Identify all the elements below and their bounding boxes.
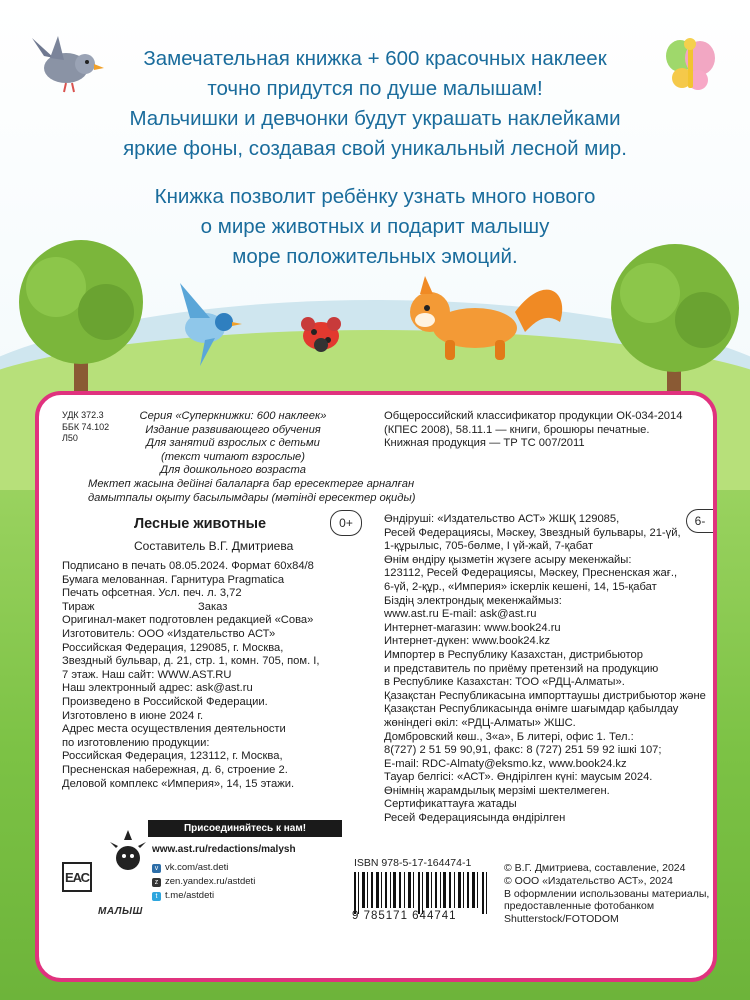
copyright-line: © ООО «Издательство АСТ», 2024: [504, 874, 673, 887]
imprint-line: 123112, Ресей Федерациясы, Мәскеу, Пресненская жағ.,: [384, 567, 678, 580]
copyright-line: В оформлении использованы материалы,: [504, 887, 710, 900]
copyright-line: предоставленные фотобанком: [504, 900, 655, 913]
eac-logo: [62, 862, 92, 892]
imprint-line: и представитель по приёму претензий на продукцию: [384, 662, 659, 675]
imprint-line: Деловой комплекс «Империя», 14, 15 этажи.: [62, 777, 295, 790]
social-link-text: t.me/astdeti: [165, 890, 215, 901]
series-line: Для дошкольного возраста: [160, 464, 306, 477]
series-line: Издание развивающего обучения: [145, 423, 321, 436]
imprint-line: Домбровский көш., 3«а», Б литері, офис 1. Тел.:: [384, 730, 634, 743]
imprint-line: Наш электронный адрес: ask@ast.ru: [62, 682, 253, 695]
imprint-line: Өнімнің жарамдылық мерзімі шектелмеген.: [384, 784, 610, 797]
imprint-line: Ресей Федерациясы, Мәскеу, Звездный бульвары, 21-үй,: [384, 526, 681, 539]
isbn-label: ISBN 978-5-17-164474-1: [354, 857, 472, 869]
imprint-line: Российская Федерация, 129085, г. Москва,: [62, 641, 284, 654]
imprint-line: Өндіруші: «Издательство АСТ» ЖШҚ 129085,: [384, 513, 620, 525]
imprint-line: Ресей Федерациясында өндірілген: [384, 812, 566, 825]
imprint-line: Оригинал-макет подготовлен редакцией «Сова»: [62, 614, 314, 627]
join-us-banner: Присоединяйтесь к нам!: [148, 820, 342, 837]
classifier-line: (КПЕС 2008), 58.11.1 — книги, брошюры печатные.: [384, 423, 650, 436]
social-link-telegram[interactable]: [152, 890, 214, 902]
classifier-line: Книжная продукция — ТР ТС 007/2011: [384, 437, 585, 450]
eac-logo-text: ЕАС: [64, 869, 90, 885]
copyright-block: [504, 862, 709, 926]
series-line: Мектеп жасына дейінгі балаларға бар ересектерге арналған: [88, 477, 415, 490]
imprint-line: Интернет-магазин: www.book24.ru: [384, 621, 561, 634]
order-label: Заказ: [198, 600, 228, 613]
imprint-line: 1-құрылыс, 705-бөлме, I үй-жай, 7-қабат: [384, 540, 594, 553]
malysh-logo-icon: [106, 830, 150, 892]
imprint-line: Звездный бульвар, д. 21, стр. 1, комн. 705, пом. I,: [62, 655, 320, 668]
series-line: Серия «Суперкнижки: 600 наклеек»: [139, 410, 327, 422]
imprint-line: Біздің электрондық мекенжаймыз:: [384, 594, 562, 607]
social-link-vk[interactable]: [152, 862, 228, 874]
imprint-line: Изготовлено в июне 2024 г.: [62, 709, 204, 722]
intro-line: точно придутся по душе малышам!: [207, 77, 543, 100]
imprint-line: жөніндегі өкіл: «РДЦ-Алматы» ЖШС.: [384, 716, 576, 729]
site-link[interactable]: www.ast.ru/redactions/malysh: [152, 844, 296, 855]
barcode-icon: [352, 872, 492, 914]
intro-line: Книжка позволит ребёнку узнать много нового: [154, 185, 596, 208]
imprint-line: Өнім өндіру қызметін жүзеге асыру мекенжайы:: [384, 553, 632, 566]
copyright-line: © В.Г. Дмитриева, составление, 2024: [504, 862, 686, 874]
imprint-line: 7 этаж. Наш сайт: WWW.AST.RU: [62, 668, 232, 681]
udk-code: УДК 372.3: [62, 410, 104, 420]
imprint-line: Произведено в Российской Федерации.: [62, 695, 268, 708]
social-link-zen[interactable]: [152, 876, 255, 888]
malysh-logo-text: МАЛЫШ: [98, 906, 143, 917]
barcode-digits: 9 785171 644741: [352, 910, 457, 922]
imprint-line: E-mail: RDC-Almaty@eksmo.kz, www.book24.kz: [384, 757, 627, 770]
intro-line: о мире животных и подарит малышу: [200, 215, 550, 238]
series-line: дамытпалы оқыту басылымдары (мәтіндi ересектер оқиды): [88, 491, 416, 504]
imprint-line: Подписано в печать 08.05.2024. Формат 60x84/8: [62, 560, 314, 572]
imprint-line: по изготовлению продукции:: [62, 736, 210, 749]
imprint-line: Сертификаттауға жатады: [384, 798, 517, 811]
zen-icon: z: [152, 878, 161, 887]
imprint-line: Қазақстан Республикасында өнімге шағымдар қабылдау: [384, 703, 679, 716]
classifier-block: [384, 410, 682, 451]
intro-line: море положительных эмоций.: [232, 245, 518, 268]
imprint-right: [384, 513, 706, 826]
imprint-line: Тауар белгісі: «АСТ». Өндірілген күні: маусым 2024.: [384, 771, 653, 784]
social-link-text: zen.yandex.ru/astdeti: [165, 876, 256, 887]
age-rating-badge-kz: 6-: [686, 509, 713, 533]
print-run-label: Тираж: [62, 600, 95, 613]
telegram-icon: t: [152, 892, 161, 901]
bird-icon: [160, 278, 250, 368]
series-line: (текст читают взрослые): [160, 450, 306, 463]
imprint-line: www.ast.ru E-mail: ask@ast.ru: [384, 608, 537, 621]
imprint-left: [62, 560, 320, 791]
l-code: Л50: [62, 433, 78, 443]
imprint-line: Интернет-дүкен: www.book24.kz: [384, 635, 551, 648]
ladybug-icon: [286, 312, 356, 357]
imprint-line: Бумага мелованная. Гарнитура Pragmatica: [62, 573, 285, 586]
imprint-line: Изготовитель: ООО «Издательство АСТ»: [62, 627, 276, 640]
imprint-line: Российская Федерация, 123112, г. Москва,: [62, 750, 283, 763]
vk-icon: v: [152, 864, 161, 873]
classifier-line: Общероссийский классификатор продукции ОК-034-2014: [384, 410, 683, 422]
intro-line: яркие фоны, создавая свой уникальный лесной мир.: [123, 137, 627, 160]
social-link-text: vk.com/ast.deti: [165, 862, 229, 873]
imprint-line: Пресненская набережная, д. 6, строение 2.: [62, 763, 288, 776]
imprint-line: Импортер в Республику Казахстан, дистрибьютор: [384, 648, 643, 661]
intro-text: [0, 44, 750, 290]
book-title: Лесные животные: [134, 516, 267, 532]
imprint-line: Печать офсетная. Усл. печ. л. 3,72: [62, 587, 242, 600]
imprint-line: [62, 601, 320, 615]
series-block: [88, 410, 416, 505]
imprint-line: в Республике Казахстан: ТОО «РДЦ-Алматы».: [384, 676, 625, 689]
series-line: Для занятий взрослых с детьми: [146, 437, 320, 450]
age-rating-badge: 0+: [330, 510, 362, 536]
imprint-line: Қазақстан Республикасына импорттаушы дистрибьютор және: [384, 689, 706, 702]
imprint-line: 6-үй, 2-құр., «Империя» іскерлік кешені, 14, 15-қабат: [384, 580, 657, 593]
copyright-line: Shutterstock/FOTODOM: [504, 913, 619, 926]
intro-line: Замечательная книжка + 600 красочных наклеек: [143, 47, 607, 70]
book-author: Составитель В.Г. Дмитриева: [134, 539, 294, 553]
bbk-code: ББК 74.102: [62, 421, 110, 432]
imprint-line: 8(727) 2 51 59 90,91, факс: 8 (727) 251 59 92 ішкі 107;: [384, 744, 662, 757]
intro-line: Мальчишки и девчонки будут украшать наклейками: [129, 107, 621, 130]
imprint-line: Адрес места осуществления деятельности: [62, 723, 286, 736]
